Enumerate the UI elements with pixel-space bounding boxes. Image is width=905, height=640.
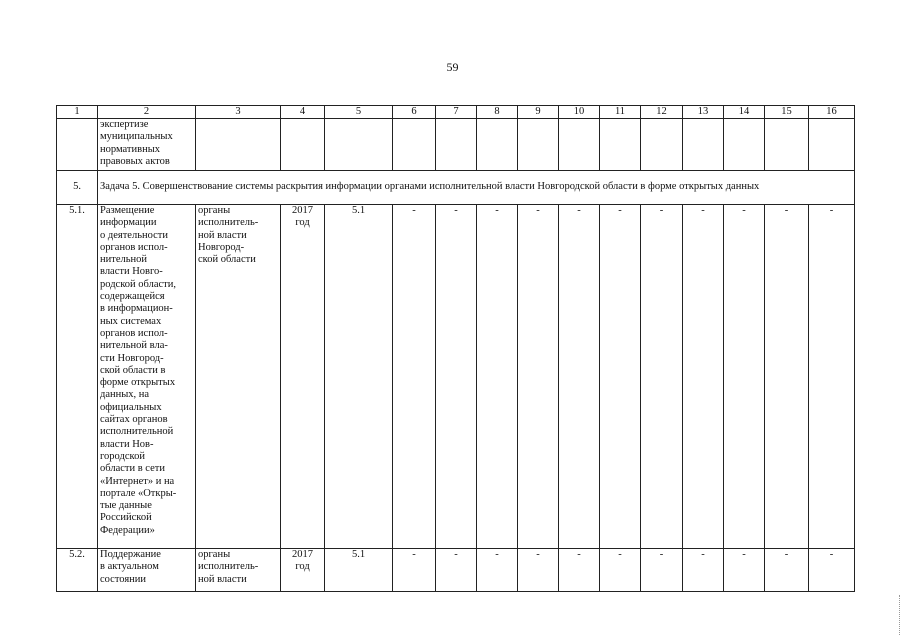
column-number: 12	[641, 106, 683, 119]
dash-cell: -	[559, 205, 600, 549]
executor: органы исполнитель- ной власти Новгород- ской области	[196, 205, 281, 549]
dash-cell: -	[809, 549, 855, 592]
measure-name: Поддержание в актуальном состоянии	[98, 549, 196, 592]
page-number: 59	[446, 60, 459, 74]
column-number: 13	[683, 106, 724, 119]
dash-cell: -	[518, 205, 559, 549]
task-title: Задача 5. Совершенствование системы раскрытия информации органами исполнительной власти Новгородской области в форме открытых данных	[98, 171, 855, 205]
deadline: 2017 год	[281, 549, 325, 592]
column-number: 2	[98, 106, 196, 119]
dash-cell: -	[724, 549, 765, 592]
column-number: 9	[518, 106, 559, 119]
measures-table	[56, 105, 855, 592]
dash-cell: -	[641, 205, 683, 549]
row-number: 5.2.	[57, 549, 98, 592]
dash-cell: -	[683, 205, 724, 549]
row-number: 5.1.	[57, 205, 98, 549]
dash-cell: -	[393, 549, 436, 592]
dash-cell: -	[683, 549, 724, 592]
column-number: 1	[57, 106, 98, 119]
dash-cell: -	[477, 205, 518, 549]
table-row	[57, 549, 855, 592]
executor: органы исполнитель- ной власти	[196, 549, 281, 592]
column-number: 6	[393, 106, 436, 119]
column-number: 10	[559, 106, 600, 119]
column-number: 7	[436, 106, 477, 119]
column-number: 4	[281, 106, 325, 119]
dash-cell: -	[477, 549, 518, 592]
indicator: 5.1	[325, 549, 393, 592]
measure-name: Размещение информации о деятельности органов испол- нительной власти Новго- родской области, содержащейся в информацион- ных системах органов испол- нительной вла- сти Новгород- ской области в форме открытых данных, на официальных сайтах органов исполнительной власти Нов- городской области в сети «Интернет» и на портале «Откры- тые данные Российской Федерации»	[98, 205, 196, 549]
dash-cell: -	[600, 549, 641, 592]
table-row	[57, 205, 855, 549]
column-number: 3	[196, 106, 281, 119]
column-number: 8	[477, 106, 518, 119]
task-number: 5.	[57, 171, 98, 205]
dash-cell: -	[518, 549, 559, 592]
scan-edge	[899, 595, 905, 635]
continued-row-text: экспертизе муниципальных нормативных правовых актов	[98, 119, 196, 171]
column-number: 11	[600, 106, 641, 119]
dash-cell: -	[436, 549, 477, 592]
dash-cell: -	[765, 205, 809, 549]
column-number: 15	[765, 106, 809, 119]
task-row	[57, 171, 855, 205]
dash-cell: -	[393, 205, 436, 549]
dash-cell: -	[436, 205, 477, 549]
dash-cell: -	[559, 549, 600, 592]
column-number-row	[57, 106, 855, 119]
dash-cell: -	[765, 549, 809, 592]
column-number: 5	[325, 106, 393, 119]
dash-cell: -	[600, 205, 641, 549]
indicator: 5.1	[325, 205, 393, 549]
column-number: 14	[724, 106, 765, 119]
dash-cell: -	[809, 205, 855, 549]
dash-cell: -	[724, 205, 765, 549]
continued-row	[57, 119, 855, 171]
column-number: 16	[809, 106, 855, 119]
deadline: 2017 год	[281, 205, 325, 549]
dash-cell: -	[641, 549, 683, 592]
